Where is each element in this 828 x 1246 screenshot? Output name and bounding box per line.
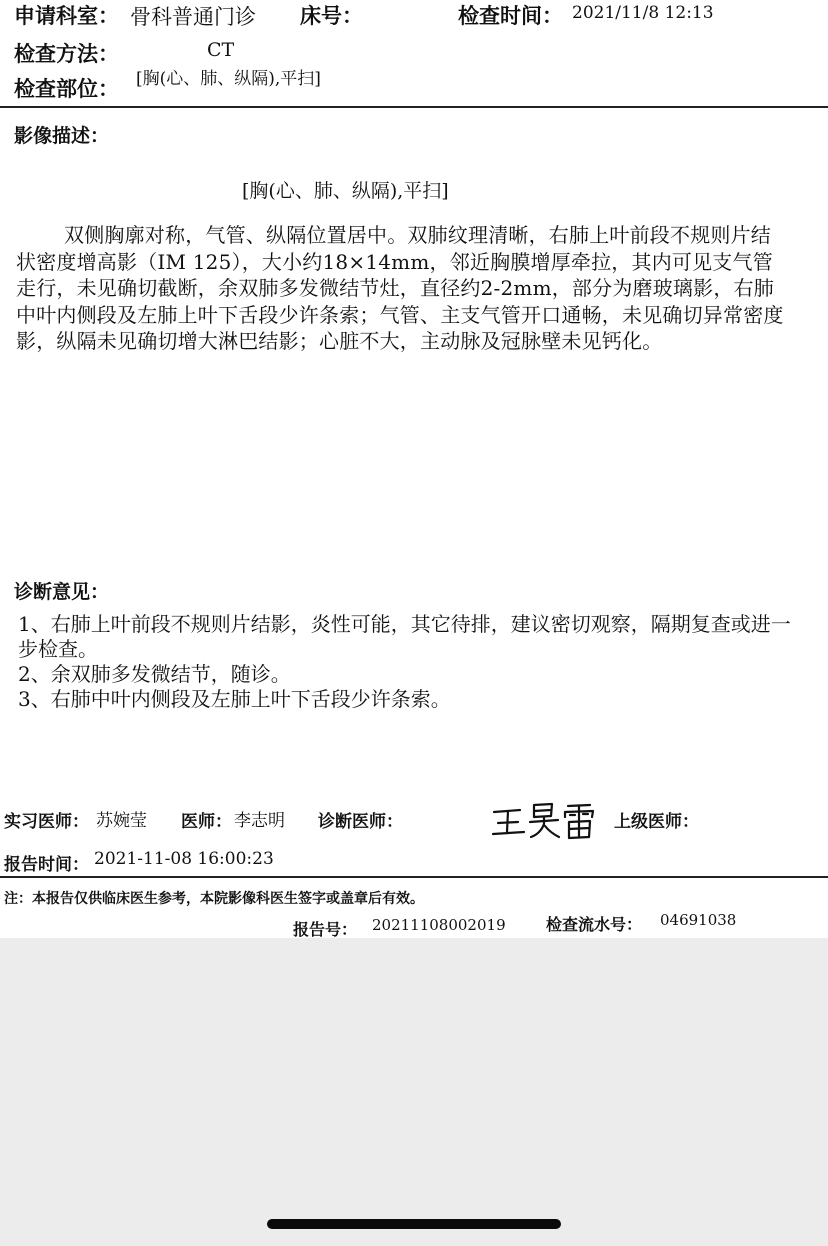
header-divider <box>0 106 828 108</box>
part-value: [胸(心、肺、纵隔),平扫] <box>136 69 321 89</box>
diagnosis-list <box>18 612 798 712</box>
serial-label: 检查流水号： <box>546 915 643 934</box>
intern-name: 苏婉莹 <box>96 811 147 831</box>
dept-value: 骨科普通门诊 <box>130 5 256 29</box>
exam-time-label: 检查时间： <box>458 4 563 28</box>
method-label: 检查方法： <box>14 42 119 66</box>
bed-label: 床号： <box>300 4 363 28</box>
doctor-name: 李志明 <box>234 811 285 831</box>
report-no-label: 报告号： <box>293 920 358 939</box>
handwritten-signature <box>490 800 602 842</box>
part-label: 检查部位： <box>14 77 119 101</box>
diagnosis-item: 1、右肺上叶前段不规则片结影，炎性可能，其它待排，建议密切观察，隔期复查或进一步检查。 <box>18 612 791 661</box>
serial-value: 04691038 <box>660 911 737 929</box>
home-indicator[interactable] <box>267 1219 561 1229</box>
diagnosis-label: 诊断意见： <box>14 581 110 603</box>
method-value: CT <box>207 39 235 61</box>
diagnosis-item: 3、右肺中叶内侧段及左肺上叶下舌段少许条索。 <box>18 687 451 711</box>
doctor-label: 医师： <box>181 812 232 832</box>
imaging-label: 影像描述： <box>14 125 110 147</box>
exam-time-value: 2021/11/8 12:13 <box>572 3 714 23</box>
imaging-description: 双侧胸廓对称，气管、纵隔位置居中。双肺纹理清晰，右肺上叶前段不规则片结状密度增高影（IM 125），大小约18×14mm，邻近胸膜增厚牵拉，其内可见支气管走行，未见确切截断，余双肺多发微结节灶，直径约2-2mm，部分为磨玻璃影，右肺中叶内侧段及左肺上叶下舌段少许条索；气管、主支气管开口通畅，未见确切异常密度影，纵隔未见确切增大淋巴结影；心脏不大，主动脉及冠脉壁未见钙化。 <box>16 223 784 353</box>
report-time-value: 2021-11-08 16:00:23 <box>94 849 274 869</box>
intern-label: 实习医师： <box>4 812 89 832</box>
imaging-subtitle: [胸(心、肺、纵隔),平扫] <box>242 180 449 202</box>
report-no-value: 20211108002019 <box>372 916 506 934</box>
diag-doctor-label: 诊断医师： <box>318 812 403 832</box>
footer-note: 注：本报告仅供临床医生参考，本院影像科医生签字或盖章后有效。 <box>4 891 424 907</box>
dept-label: 申请科室： <box>14 4 119 28</box>
diagnosis-item: 2、余双肺多发微结节，随诊。 <box>18 662 291 686</box>
senior-label: 上级医师： <box>614 812 699 832</box>
report-time-label: 报告时间： <box>4 855 89 875</box>
footer-divider <box>0 876 828 878</box>
